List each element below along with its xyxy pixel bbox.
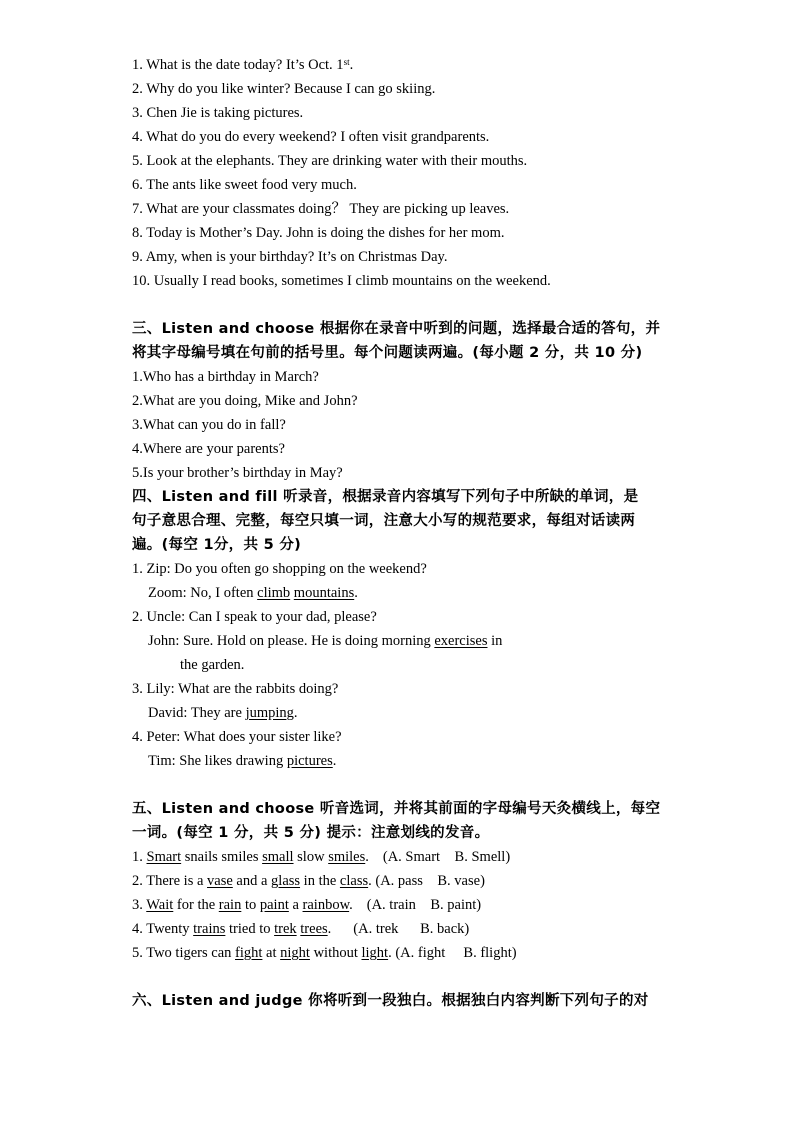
s4-d4-answer: Tim: She likes drawing pictures. <box>148 753 337 769</box>
s4-d2-answer-cont: the garden. <box>180 657 245 673</box>
s4-heading-2: 句子意思合理、完整，每空只填一词，注意大小写的规范要求，每组对话读两 <box>132 513 636 529</box>
s2-item-10: 10. Usually I read books, sometimes I climb mountains on the weekend. <box>132 273 551 289</box>
s3-item-1: 1.Who has a birthday in March? <box>132 369 319 385</box>
blank-answer: exercises <box>434 633 488 649</box>
s4-d1-question: 1. Zip: Do you often go shopping on the weekend? <box>132 561 427 577</box>
s2-item-4: 4. What do you do every weekend? I often visit grandparents. <box>132 129 490 145</box>
s6-heading-1: 六、Listen and judge 你将听到一段独白。根据独白内容判断下列句子的对 <box>132 993 649 1009</box>
s2-item-9: 9. Amy, when is your birthday? It’s on Christmas Day. <box>132 249 448 265</box>
s4-d4-question: 4. Peter: What does your sister like? <box>132 729 342 745</box>
s2-item-5: 5. Look at the elephants. They are drinking water with their mouths. <box>132 153 528 169</box>
blank-answer: pictures <box>286 753 333 769</box>
s5-item-1: 1. Smart snails smiles small slow smiles. (A. Smart B. Smell) <box>132 849 511 865</box>
s5-item-4: 4. Twenty trains tried to trek trees. (A. trek B. back) <box>132 921 470 937</box>
s5-item-5: 5. Two tigers can fight at night without light. (A. fight B. flight) <box>132 945 517 961</box>
s4-d2-question: 2. Uncle: Can I speak to your dad, please? <box>132 609 377 625</box>
s2-item-2: 2. Why do you like winter? Because I can go skiing. <box>132 81 436 97</box>
s2-item-7: 7. What are your classmates doing？ They are picking up leaves. <box>132 201 510 217</box>
blank-answer: mountains <box>293 585 355 601</box>
s2-item-1: 1. What is the date today? It’s Oct. 1st. <box>132 57 354 73</box>
s4-heading-1: 四、Listen and fill 听录音，根据录音内容填写下列句子中所缺的单词，是 <box>132 489 639 505</box>
s2-item-8: 8. Today is Mother’s Day. John is doing the dishes for her mom. <box>132 225 505 241</box>
s4-d3-question: 3. Lily: What are the rabbits doing? <box>132 681 339 697</box>
s4-heading-3: 遍。(每空 1分，共 5 分) <box>132 537 302 553</box>
s5-item-2: 2. There is a vase and a glass in the class. (A. pass B. vase) <box>132 873 485 889</box>
s3-heading-1: 三、Listen and choose 根据你在录音中听到的问题，选择最合适的答句，并 <box>132 321 661 337</box>
s4-d2-answer: John: Sure. Hold on please. He is doing morning exercises in <box>148 633 503 649</box>
s5-heading-2: 一词。(每空 1 分，共 5 分) 提示：注意划线的发音。 <box>132 825 490 841</box>
s4-d1-answer: Zoom: No, I often climb mountains. <box>148 585 358 601</box>
s3-item-2: 2.What are you doing, Mike and John? <box>132 393 358 409</box>
s3-item-3: 3.What can you do in fall? <box>132 417 286 433</box>
s2-item-6: 6. The ants like sweet food very much. <box>132 177 357 193</box>
s4-d3-answer: David: They are jumping. <box>148 705 298 721</box>
s2-item-3: 3. Chen Jie is taking pictures. <box>132 105 304 121</box>
s5-item-3: 3. Wait for the rain to paint a rainbow. (A. train B. paint) <box>132 897 482 913</box>
blank-answer: climb <box>257 585 291 601</box>
s5-heading-1: 五、Listen and choose 听音选词，并将其前面的字母编号天灸横线上，每空 <box>132 801 661 817</box>
s3-item-4: 4.Where are your parents? <box>132 441 285 457</box>
s3-item-5: 5.Is your brother’s birthday in May? <box>132 465 343 481</box>
s3-heading-2: 将其字母编号填在句前的括号里。每个问题读两遍。(每小题 2 分，共 10 分) <box>132 345 643 361</box>
blank-answer: jumping <box>245 705 294 721</box>
